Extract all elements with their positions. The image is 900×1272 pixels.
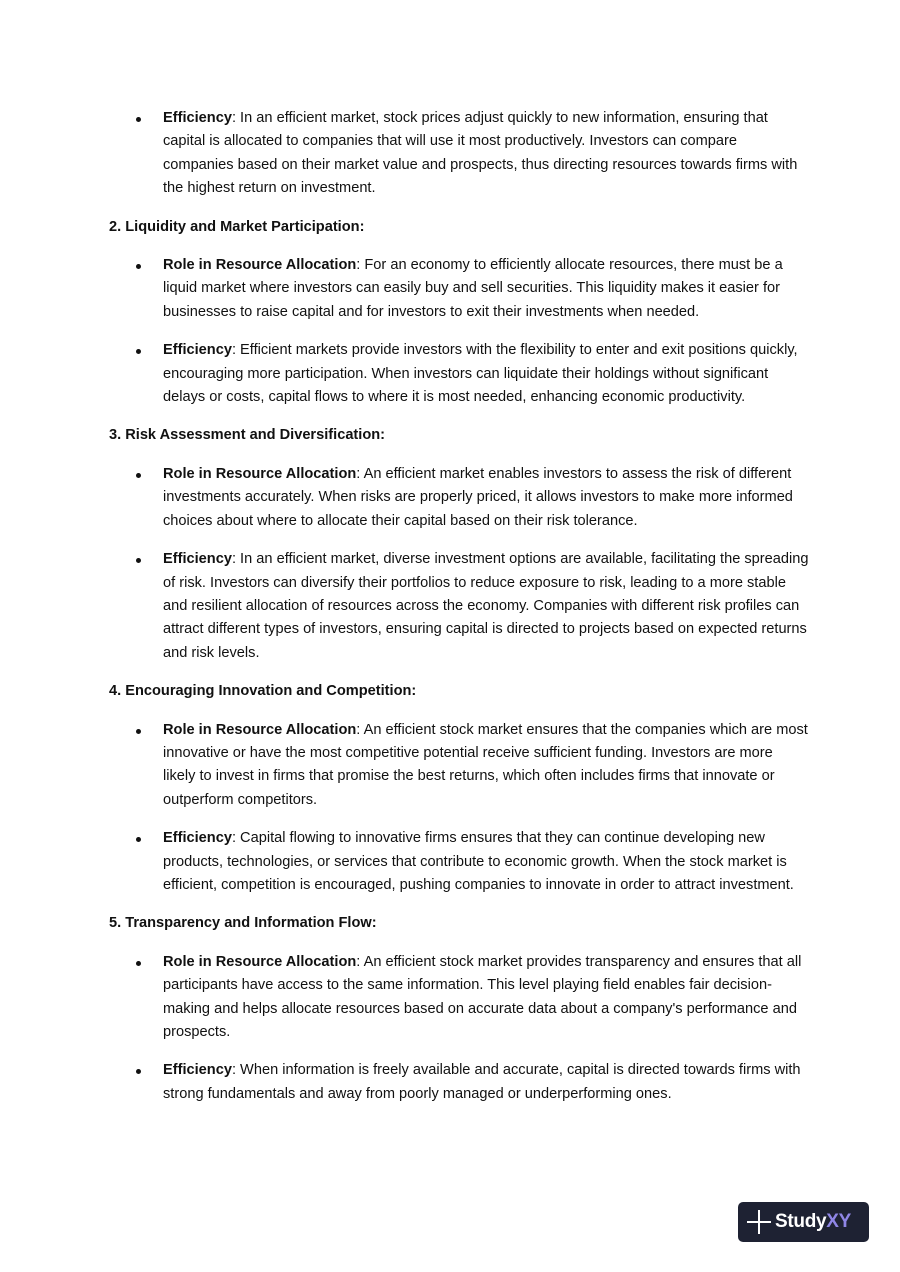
section-heading: 2. Liquidity and Market Participation:: [109, 218, 365, 235]
bullet-list: [109, 463, 809, 665]
bullet-list: [109, 254, 809, 409]
list-item: [109, 254, 809, 324]
item-term: Efficiency: [163, 551, 232, 568]
item-term: Efficiency: [163, 1062, 232, 1079]
list-item: [109, 951, 809, 1045]
bullet-icon: [136, 558, 141, 563]
item-description: : An efficient stock market ensures that the companies which are most innovative or have the most competitive potential receive sufficient funding. Investors are more likely to invest in firms that promise the best returns, which often includes firms that innovate or outperform competitors.: [163, 721, 808, 808]
plus-icon: [747, 1210, 771, 1234]
list-item: [109, 719, 809, 813]
item-term: Efficiency: [163, 342, 232, 359]
bullet-list: [109, 951, 809, 1106]
list-item: [109, 1059, 809, 1106]
item-description: : In an efficient market, diverse investment options are available, facilitating the spreading of risk. Investors can diversify their portfolios to reduce exposure to risk, leading to a more stable and resilient allocation of resources across the economy. Companies with different risk profiles can attract different types of investors, ensuring capital is directed to projects based on expected returns and risk levels.: [163, 551, 809, 661]
section-heading: 5. Transparency and Information Flow:: [109, 915, 377, 932]
item-description: : In an efficient market, stock prices adjust quickly to new information, ensuring that capital is allocated to companies that will use it most productively. Investors can compare companies based on their market value and prospects, thus directing resources towards firms with the highest return on investment.: [163, 110, 798, 197]
bullet-icon: [136, 961, 141, 966]
bullet-list: [109, 719, 809, 898]
list-item: [109, 339, 809, 409]
list-item: [109, 827, 809, 897]
document-body: [109, 107, 809, 1121]
item-description: : For an economy to efficiently allocate resources, there must be a liquid market where investors can easily buy and sell securities. This liquidity makes it easier for businesses to raise capital and for investors to exit their investments when needed.: [163, 257, 783, 320]
bullet-icon: [136, 349, 141, 354]
bullet-icon: [136, 837, 141, 842]
bullet-icon: [136, 729, 141, 734]
section-heading: 3. Risk Assessment and Diversification:: [109, 427, 386, 444]
list-item: [109, 463, 809, 533]
bullet-icon: [136, 264, 141, 269]
item-term: Role in Resource Allocation: [163, 257, 357, 274]
list-item: [109, 107, 809, 201]
item-description: : When information is freely available and accurate, capital is directed towards firms with strong fundamentals and away from poorly managed or underperforming ones.: [163, 1062, 801, 1102]
item-term: Role in Resource Allocation: [163, 465, 357, 482]
list-item: [109, 548, 809, 665]
bullet-icon: [136, 117, 141, 122]
item-description: : An efficient stock market provides transparency and ensures that all participants have access to the same information. This level playing field enables fair decision-making and helps allocate resources based on accurate data about a company's performance and prospects.: [163, 953, 802, 1040]
item-description: : An efficient market enables investors to assess the risk of different investments accurately. When risks are properly priced, it allows investors to make more informed choices about where to allocate their capital based on their risk tolerance.: [163, 465, 793, 529]
bullet-icon: [136, 1069, 141, 1074]
item-term: Efficiency: [163, 110, 232, 126]
item-term: Efficiency: [163, 830, 232, 847]
bullet-list: [109, 107, 809, 201]
studyxy-logo[interactable]: [738, 1202, 869, 1242]
item-term: Role in Resource Allocation: [163, 953, 357, 970]
item-description: : Efficient markets provide investors with the flexibility to enter and exit positions quickly, encouraging more participation. When investors can liquidate their holdings without significant delays or costs, capital flows to where it is most needed, enhancing economic productivity.: [163, 342, 798, 406]
section-heading: 4. Encouraging Innovation and Competition:: [109, 683, 417, 700]
item-term: Role in Resource Allocation: [163, 721, 357, 738]
bullet-icon: [136, 473, 141, 478]
logo-text: StudyXY: [775, 1211, 852, 1232]
item-description: : Capital flowing to innovative firms ensures that they can continue developing new products, technologies, or services that contribute to economic growth. When the stock market is efficient, competition is encouraged, pushing companies to innovate in order to attract investment.: [163, 830, 794, 893]
